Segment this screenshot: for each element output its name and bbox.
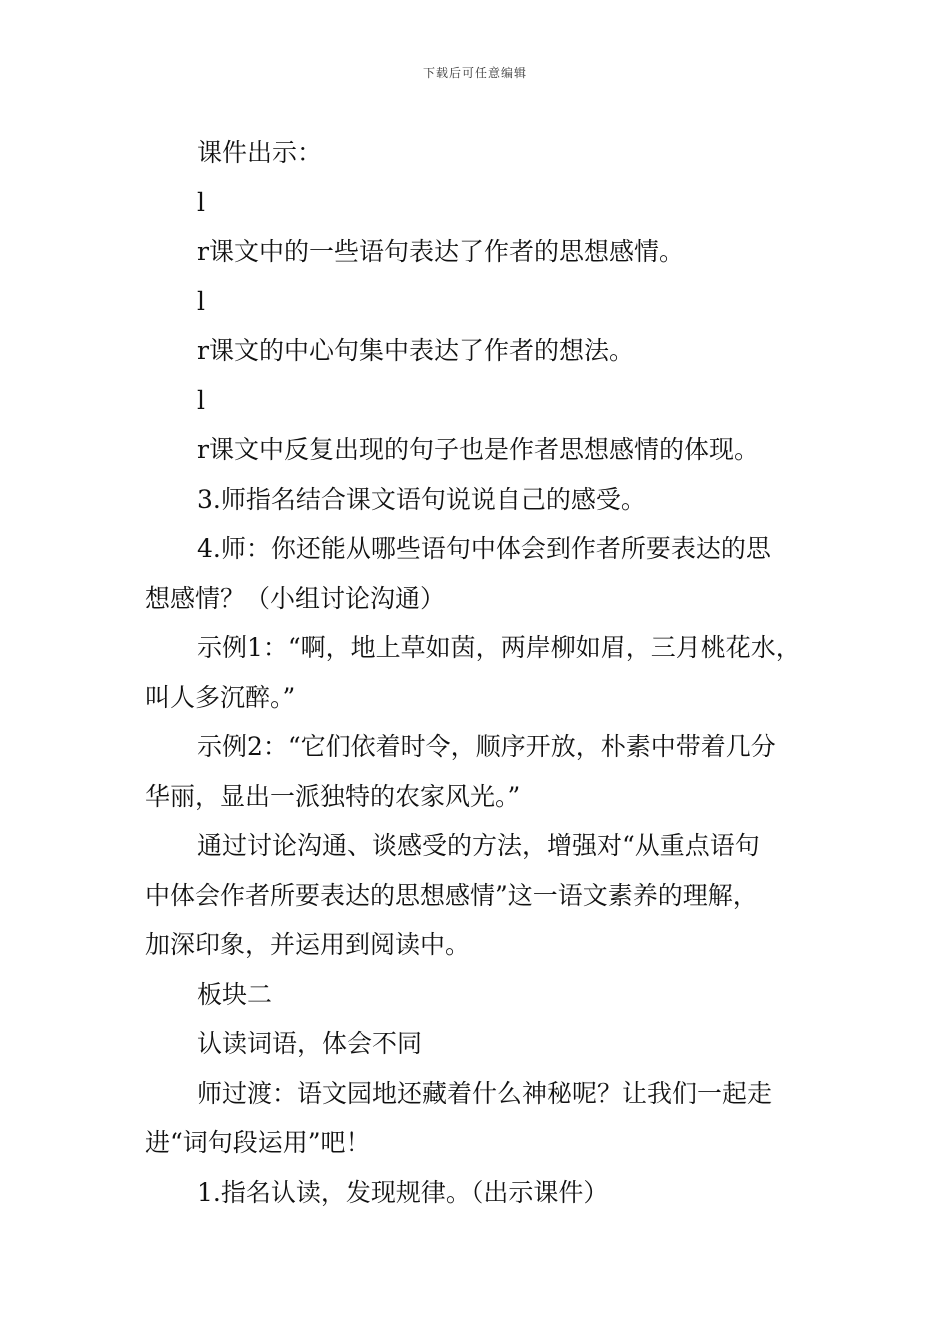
document-body [145,128,825,1217]
text-line: 叫人多沉醉。” [145,682,296,712]
text-line: 中体会作者所要表达的思想感情”这一语文素养的理解， [145,880,758,910]
page-header: 下载后可任意编辑 [422,66,527,80]
text-line: 通过讨论沟通、谈感受的方法，增强对“从重点语句 [197,831,760,860]
text-line: 3.师指名结合课文语句说说自己的感受。 [197,484,646,514]
text-line: r课文中的一些语句表达了作者的思想感情。 [197,237,684,266]
text-line: 华丽，显出一派独特的农家风光。” [145,781,521,811]
text-line: 师过渡：语文园地还藏着什么神秘呢？让我们一起走 [197,1078,773,1108]
text-line: 4.师：你还能从哪些语句中体会到作者所要表达的思 [197,534,771,563]
text-line: 加深印象，并运用到阅读中。 [145,930,471,959]
text-line: l [197,385,205,415]
text-line: 示例2：“它们依着时令，顺序开放，朴素中带着几分 [197,732,776,761]
text-line: r课文的中心句集中表达了作者的想法。 [197,336,634,365]
text-line: l [197,286,205,316]
text-line: r课文中反复出现的句子也是作者思想感情的体现。 [197,435,759,464]
text-line: l [197,187,205,217]
section-heading: 板块二 [197,979,273,1009]
text-line: 示例1：“啊，地上草如茵，两岸柳如眉，三月桃花水， [197,633,801,662]
text-line: 1.指名认读，发现规律。（出示课件） [197,1177,609,1207]
text-line: 想感情？（小组讨论沟通） [145,583,446,613]
text-line: 进“词句段运用”吧！ [145,1128,371,1157]
text-line: 课件出示： [197,138,323,167]
section-subheading: 认读词语，体会不同 [197,1029,423,1058]
